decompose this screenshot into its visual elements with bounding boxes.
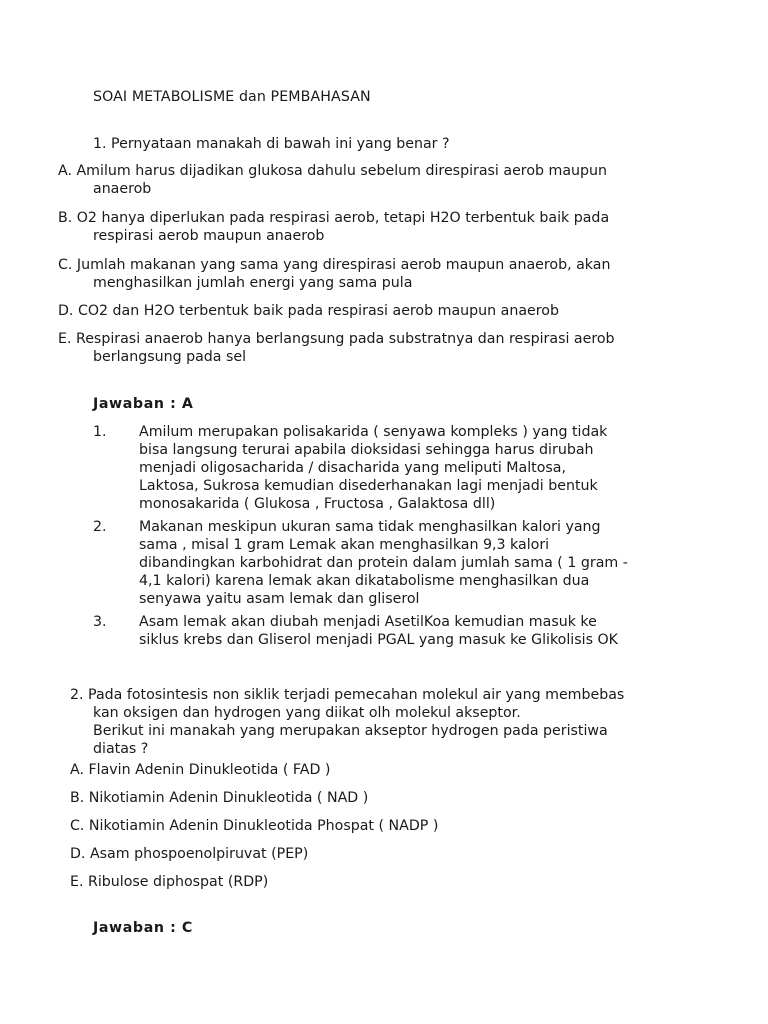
explanation-text: Makanan meskipun ukuran sama tidak menghasilkan kalori yang sama , misal 1 gram Lemak akan menghasilkan 9,3 kalori dibandingkan karbohidrat dan protein dalam jumlah sama ( 1 gram - 4,1 kalori) karena lemak akan dikatabolisme menghasilkan dua senyawa yaitu asam lemak dan gliserol [139,519,628,607]
question-1-option-e: E. Respirasi anaerob hanya berlangsung pada substratnya dan respirasi aerob berlangsung pada sel [58,331,615,365]
question-1-text: 1. Pernyataan manakah di bawah ini yang benar ? [93,136,450,152]
question-2-option-c: C. Nikotiamin Adenin Dinukleotida Phospat ( NADP ) [70,818,439,834]
question-1-answer: Jawaban : A [93,396,194,412]
explanation-text: Amilum merupakan polisakarida ( senyawa kompleks ) yang tidak bisa langsung terurai apabila dioksidasi sehingga harus dirubah menjadi oligosacharida / disacharida yang meliputi Maltosa, Laktosa, Sukrosa kemudian disederhanakan lagi menjadi bentuk monosakarida ( Glukosa , Fructosa , Galaktosa dll) [139,424,608,512]
question-2-option-a: A. Flavin Adenin Dinukleotida ( FAD ) [70,762,331,778]
explanation-text: Asam lemak akan diubah menjadi AsetilKoa kemudian masuk ke siklus krebs dan Gliserol menjadi PGAL yang masuk ke Glikolisis OK [139,614,618,648]
question-1-option-d: D. CO2 dan H2O terbentuk baik pada respirasi aerob maupun anaerob [58,303,559,319]
question-1-option-c: C. Jumlah makanan yang sama yang direspirasi aerob maupun anaerob, akan menghasilkan jumlah energi yang sama pula [58,257,611,291]
question-2-text: 2. Pada fotosintesis non siklik terjadi pemecahan molekul air yang membebas kan oksigen dan hydrogen yang diikat olh molekul akseptor. Berikut ini manakah yang merupakan akseptor hydrogen pada peristiwa diatas ? [70,687,625,757]
question-1-option-a: A. Amilum harus dijadikan glukosa dahulu sebelum direspirasi aerob maupun anaerob [58,163,608,197]
question-2-option-d: D. Asam phospoenolpiruvat (PEP) [70,846,309,862]
question-2-option-e: E. Ribulose diphospat (RDP) [70,874,269,890]
explanation-number: 1. [93,424,107,440]
explanation-number: 3. [93,614,107,630]
question-1-option-b: B. O2 hanya diperlukan pada respirasi aerob, tetapi H2O terbentuk baik pada respirasi aerob maupun anaerob [58,210,610,244]
question-2-answer: Jawaban : C [93,920,193,936]
document-title: SOAI METABOLISME dan PEMBAHASAN [93,89,371,105]
question-2-option-b: B. Nikotiamin Adenin Dinukleotida ( NAD ) [70,790,369,806]
explanation-number: 2. [93,519,107,535]
